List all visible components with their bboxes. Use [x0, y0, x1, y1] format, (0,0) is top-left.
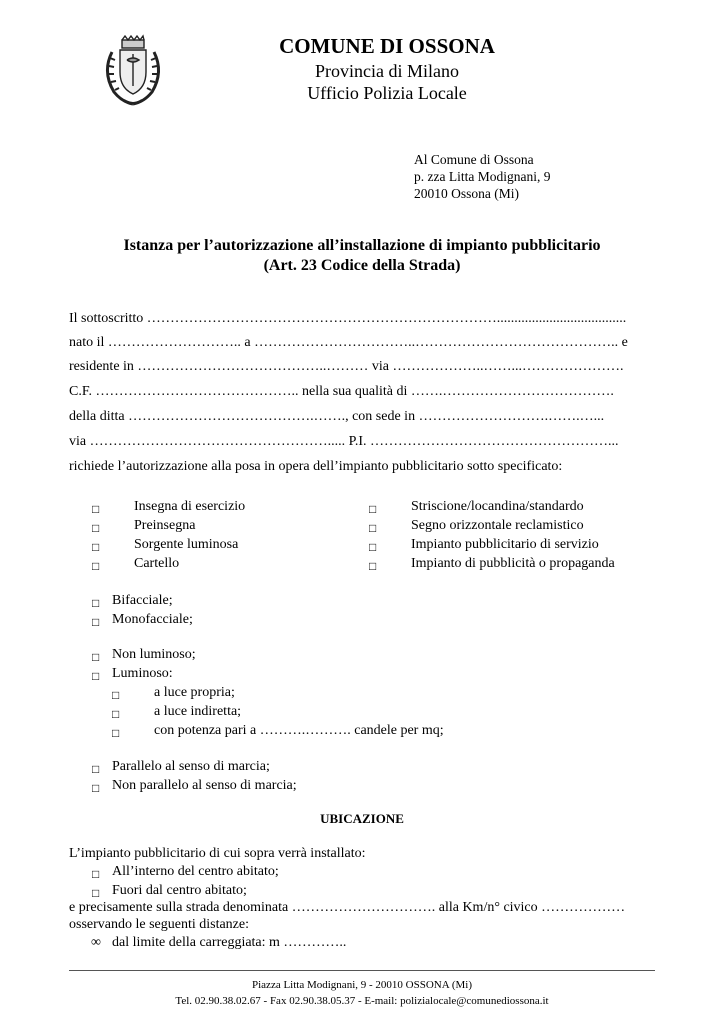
type-label-servizio: Impianto pubblicitario di servizio: [411, 537, 599, 552]
type-label-sorgente: Sorgente luminosa: [134, 537, 239, 552]
checkbox-interno[interactable]: □: [92, 867, 100, 881]
form-line-cf[interactable]: C.F. …………………………………….. nella sua qualità di …….……………………………….: [69, 384, 614, 399]
checkbox-luce-indiretta[interactable]: □: [112, 707, 120, 721]
checkbox-fuori[interactable]: □: [92, 886, 100, 900]
checkbox-segno[interactable]: □: [369, 521, 377, 535]
document-subtitle: (Art. 23 Codice della Strada): [263, 257, 461, 274]
type-label-cartello: Cartello: [134, 556, 180, 571]
checkbox-servizio[interactable]: □: [369, 540, 377, 554]
checkbox-propaganda[interactable]: □: [369, 559, 377, 573]
recipient-line-3: 20010 Ossona (Mi): [414, 186, 519, 201]
type-label-propaganda: Impianto di pubblicità o propaganda: [411, 556, 615, 571]
ubicazione-intro: L’impianto pubblicitario di cui sopra verrà installato:: [69, 846, 366, 861]
form-line-ditta[interactable]: della ditta ………………………………….……., con sede in ……………………….…….…...: [69, 409, 605, 424]
checkbox-non-luminoso[interactable]: □: [92, 650, 100, 664]
distance-carreggiata-line[interactable]: dal limite della carreggiata: m …………..: [112, 935, 347, 950]
footer-divider: [69, 970, 655, 971]
label-bifacciale: Bifacciale;: [112, 593, 173, 608]
bullet-icon: ∞: [91, 935, 101, 950]
recipient-line-2: p. zza Litta Modignani, 9: [414, 169, 551, 184]
type-label-preinsegna: Preinsegna: [134, 518, 196, 533]
checkbox-insegna[interactable]: □: [92, 502, 100, 516]
label-luminoso: Luminoso:: [112, 666, 173, 681]
type-label-insegna: Insegna di esercizio: [134, 499, 246, 514]
checkbox-monofacciale[interactable]: □: [92, 615, 100, 629]
ufficio-name: Ufficio Polizia Locale: [307, 83, 467, 103]
form-line-residente[interactable]: residente in …………………………………..……… via ………………..……...………………….: [69, 359, 624, 374]
checkbox-parallelo[interactable]: □: [92, 762, 100, 776]
document-title: Istanza per l’autorizzazione all’installazione di impianto pubblicitario: [123, 237, 601, 254]
label-luce-propria: a luce propria;: [154, 685, 235, 700]
checkbox-preinsegna[interactable]: □: [92, 521, 100, 535]
type-label-segno: Segno orizzontale reclamistico: [411, 518, 584, 533]
checkbox-sorgente[interactable]: □: [92, 540, 100, 554]
checkbox-non-parallelo[interactable]: □: [92, 781, 100, 795]
label-interno: All’interno del centro abitato;: [112, 864, 279, 879]
type-label-striscione: Striscione/locandina/standardo: [411, 499, 584, 514]
label-monofacciale: Monofacciale;: [112, 612, 193, 627]
request-statement: richiede l’autorizzazione alla posa in opera dell’impianto pubblicitario sotto specificato:: [69, 459, 563, 474]
footer-contacts: Tel. 02.90.38.02.67 - Fax 02.90.38.05.37 - E-mail: polizialocale@comunediossona.it: [175, 995, 549, 1007]
checkbox-luminoso[interactable]: □: [92, 669, 100, 683]
ubicazione-heading: UBICAZIONE: [320, 811, 404, 826]
label-non-luminoso: Non luminoso;: [112, 647, 196, 662]
comune-name: COMUNE DI OSSONA: [279, 34, 495, 58]
ubicazione-distances: osservando le seguenti distanze:: [69, 917, 250, 932]
checkbox-cartello[interactable]: □: [92, 559, 100, 573]
ubicazione-street-line[interactable]: e precisamente sulla strada denominata …………………………. alla Km/n° civico ………………: [69, 900, 626, 915]
label-non-parallelo: Non parallelo al senso di marcia;: [112, 778, 297, 793]
label-parallelo: Parallelo al senso di marcia;: [112, 759, 270, 774]
checkbox-striscione[interactable]: □: [369, 502, 377, 516]
label-luce-indiretta: a luce indiretta;: [154, 704, 242, 719]
footer-address: Piazza Litta Modignani, 9 - 20010 OSSONA (Mi): [252, 979, 472, 991]
checkbox-luce-propria[interactable]: □: [112, 688, 120, 702]
form-line-nato[interactable]: nato il ……………………….. a ……………………………..…………………………………….. e: [69, 335, 628, 350]
form-line-sottoscritto[interactable]: Il sottoscritto ………………………………………………………………….....................................: [69, 311, 627, 326]
recipient-line-1: Al Comune di Ossona: [414, 152, 534, 167]
form-line-via[interactable]: via ……………………………………………..... P.I. ……………………………………………...: [69, 434, 619, 449]
checkbox-bifacciale[interactable]: □: [92, 596, 100, 610]
label-fuori: Fuori dal centro abitato;: [112, 883, 247, 898]
provincia-name: Provincia di Milano: [315, 61, 459, 81]
checkbox-potenza[interactable]: □: [112, 726, 120, 740]
label-potenza: con potenza pari a ……….………. candele per mq;: [154, 723, 444, 738]
